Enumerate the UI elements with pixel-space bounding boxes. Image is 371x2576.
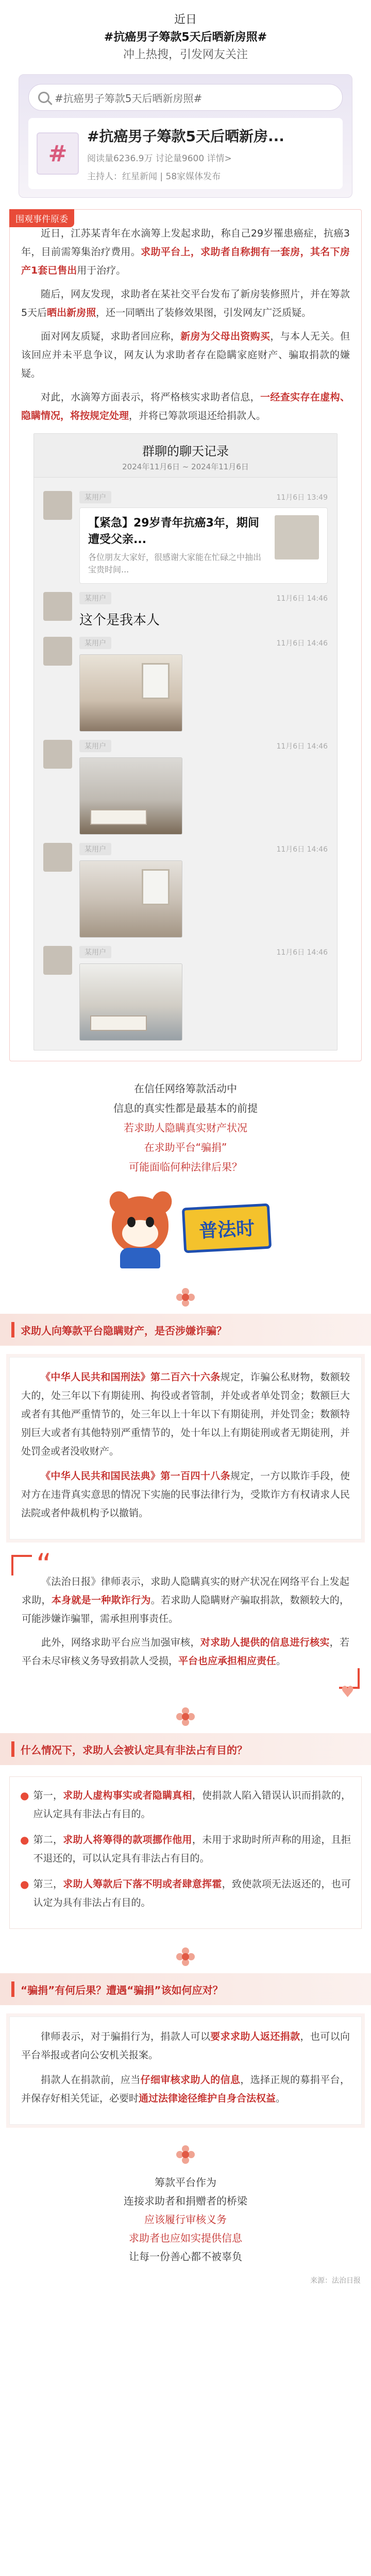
intro-text: 可能面临何种法律后果？	[129, 1161, 242, 1173]
chat-body	[34, 478, 337, 1050]
intro-header	[0, 0, 371, 68]
list-item: ● 第三，求助人筹款后下落不明或者肆意挥霍，致使款项无法返还的，也可认定为具有非法占有目的。	[20, 1878, 351, 1908]
hot-topic-host: 主持人：红星新闻 | 58家媒体发布	[87, 172, 221, 182]
closing-text: 筹款平台作为	[155, 2176, 216, 2189]
hashtag-icon: #	[37, 132, 79, 175]
question-banner-2	[0, 1733, 371, 1765]
question-title: 什么情况下，求助人会被认定具有非法占有目的？	[21, 1743, 247, 1756]
avatar	[43, 491, 72, 520]
search-icon	[38, 92, 49, 103]
avatar	[43, 592, 72, 621]
heart-icon: ♥	[341, 1683, 355, 1701]
pufa-sign: 普法时	[182, 1204, 272, 1253]
avatar	[43, 637, 72, 666]
sender-name: 某用户	[79, 491, 111, 503]
new-house-photo[interactable]	[79, 860, 182, 938]
closing-text: 让每一份善心都不被辜负	[129, 2250, 242, 2263]
intro-text: 在信任网络筹款活动中	[134, 1082, 237, 1095]
closing-text: 求助者也应如实提供信息	[129, 2232, 242, 2244]
response-advice	[9, 2016, 362, 2125]
law-articles	[9, 1357, 362, 1539]
event-paragraph: 面对网友质疑，求助者回应称，新房为父母出资购买，与本人无关。但该回应并未平息争议，网友认为求助者存在隐瞒家庭财产、骗取捐款的嫌疑。	[21, 331, 350, 379]
flower-icon	[176, 1288, 195, 1307]
chat-message	[43, 637, 328, 732]
closing-text: 应该履行审核义务	[144, 2213, 227, 2226]
event-paragraph: 随后，网友发现，求助者在某社交平台发布了新房装修照片，并在筹款5天后晒出新房照，还一同晒出了装修效果图，引发网友广泛质疑。	[21, 289, 350, 318]
new-house-photo[interactable]	[79, 654, 182, 732]
hot-search-screenshot	[19, 74, 352, 198]
question-title: 求助人向筹款平台隐瞒财产，是否涉嫌诈骗？	[21, 1324, 227, 1337]
lawyer-quote	[11, 1547, 360, 1701]
quote-paragraph: 《法治日报》律师表示，求助人隐瞒真实的财产状况在网络平台上发起求助，本身就是一种欺诈行为。若求助人隐瞒财产骗取捐款，数额较大的，可能涉嫌诈骗罪，需承担刑事责任。	[22, 1576, 349, 1624]
message-time: 11月6日 14:46	[276, 595, 328, 603]
message-time: 11月6日 13:49	[276, 494, 328, 502]
avatar	[43, 740, 72, 769]
footer-divider	[0, 2145, 371, 2164]
intro-lines	[0, 1079, 371, 1177]
advice-paragraph: 捐款人在捐款前，应当仔细审核求助人的信息，选择正规的募捐平台，并保存好相关凭证，必要时通过法律途径维护自身合法权益。	[21, 2074, 350, 2104]
sender-name: 某用户	[79, 637, 111, 649]
flower-divider	[0, 1707, 371, 1726]
flower-icon	[176, 1947, 195, 1966]
intro-line-1: 近日	[174, 13, 197, 26]
law-paragraph: 《中华人民共和国刑法》第二百六十六条规定，诈骗公私财物，数额较大的，处三年以下有期徒刑、拘役或者管制，并处或者单处罚金；数额巨大或者有其他严重情节的，处三年以上十年以下有期徒刑，并处罚金；数额特别巨大或者有其他特别严重情节的，处十年以上有期徒刑或者无期徒刑，并处罚金或者没收财产。	[21, 1371, 350, 1457]
flower-divider	[0, 1288, 371, 1307]
message-time: 11月6日 14:46	[276, 742, 328, 751]
source-credit: 来源：法治日报	[310, 2277, 361, 2285]
message-time: 11月6日 14:46	[276, 639, 328, 648]
law-paragraph: 《中华人民共和国民法典》第一百四十八条规定，一方以欺诈手段，使对方在违背真实意思的情况下实施的民事法律行为，受欺诈方有权请求人民法院或者仲裁机构予以撤销。	[21, 1470, 350, 1519]
quote-paragraph: 此外，网络求助平台应当加强审核，对求助人提供的信息进行核实，若平台未尽审核义务导致捐款人受损，平台也应承担相应责任。	[22, 1637, 349, 1667]
new-house-photo[interactable]	[79, 963, 182, 1041]
link-card-title: 【紧急】29岁青年抗癌3年，期间遭受父亲...	[88, 517, 259, 546]
hot-search-query: #抗癌男子筹款5天后晒新房照#	[55, 92, 203, 105]
sender-name: 某用户	[79, 946, 111, 958]
hot-topic-info	[87, 125, 334, 182]
flower-icon	[176, 1707, 195, 1726]
chat-title: 群聊的聊天记录	[142, 444, 229, 459]
intro-text: 若求助人隐瞒真实财产状况	[124, 1122, 247, 1134]
avatar	[43, 946, 72, 975]
sender-name: 某用户	[79, 843, 111, 855]
section-tag: 围观事件原委	[9, 209, 74, 227]
hot-topic-card	[28, 118, 343, 189]
chat-message	[43, 946, 328, 1041]
chat-message	[43, 592, 328, 629]
quote-icon: “	[36, 1547, 52, 1582]
question-banner-1	[0, 1314, 371, 1346]
hot-topic-stats: 阅读量6236.9万 讨论量9600 详情>	[87, 154, 232, 164]
chat-record	[33, 433, 338, 1050]
message-time: 11月6日 14:46	[276, 948, 328, 957]
intro-line-3: 冲上热搜，引发网友关注	[123, 48, 248, 61]
new-house-photo[interactable]	[79, 757, 182, 835]
mascot-illustration	[0, 1187, 371, 1269]
list-item: ● 第一，求助人虚构事实或者隐瞒真相，使捐款人陷入错误认识而捐款的，应认定具有非法占有目的。	[20, 1789, 351, 1820]
intro-text: 信息的真实性都是最基本的前提	[113, 1102, 258, 1114]
event-paragraph: 近日，江苏某青年在水滴筹上发起求助，称自己29岁罹患癌症，抗癌3年，目前需筹集治疗费用。求助平台上，求助者自称拥有一套房，其名下房产1套已售出用于治疗。	[21, 228, 350, 276]
avatar	[43, 843, 72, 872]
sender-name: 某用户	[79, 592, 111, 604]
mascot-icon	[100, 1187, 178, 1269]
intro-line-2: #抗癌男子筹款5天后晒新房照#	[104, 31, 267, 44]
chat-message	[43, 843, 328, 938]
hot-topic-title: #抗癌男子筹款5天后晒新房...	[87, 128, 284, 145]
question-banner-3	[0, 1973, 371, 2005]
sender-name: 某用户	[79, 740, 111, 752]
list-item: ● 第二，求助人将筹得的款项挪作他用，未用于求助时所声称的用途，且拒不退还的，可以认定具有非法占有目的。	[20, 1834, 351, 1864]
intro-text: 在求助平台“骗捐”	[144, 1141, 227, 1154]
question-title: “骗捐”有何后果？遭遇“骗捐”该如何应对？	[21, 1984, 223, 1996]
chat-date-range: 2024年11月6日 ~ 2024年11月6日	[122, 462, 249, 471]
chat-message	[43, 740, 328, 835]
event-paragraph: 对此，水滴筹方面表示，将严格核实求助者信息，一经查实存在虚构、隐瞒情况，将按规定处理，并将已筹款项退还给捐款人。	[21, 392, 350, 421]
flower-divider	[0, 1947, 371, 1966]
hot-search-bar	[28, 84, 343, 111]
advice-paragraph: 律师表示，对于骗捐行为，捐款人可以要求求助人返还捐款，也可以向平台举报或者向公安机关报案。	[21, 2031, 350, 2061]
chat-header	[34, 434, 337, 478]
closing-text: 连接求助者和捐赠者的桥梁	[124, 2195, 247, 2207]
criteria-list	[9, 1776, 362, 1929]
link-card-desc: 各位朋友大家好，很感谢大家能在忙碌之中抽出宝贵时间...	[88, 552, 262, 574]
flower-icon	[176, 2145, 195, 2164]
message-text: 这个是我本人	[79, 613, 160, 628]
link-card-thumbnail	[275, 515, 319, 560]
event-section	[9, 209, 362, 1061]
chat-message	[43, 491, 328, 584]
shared-link-card[interactable]	[79, 507, 328, 584]
closing-lines	[0, 2173, 371, 2266]
message-time: 11月6日 14:46	[276, 845, 328, 854]
